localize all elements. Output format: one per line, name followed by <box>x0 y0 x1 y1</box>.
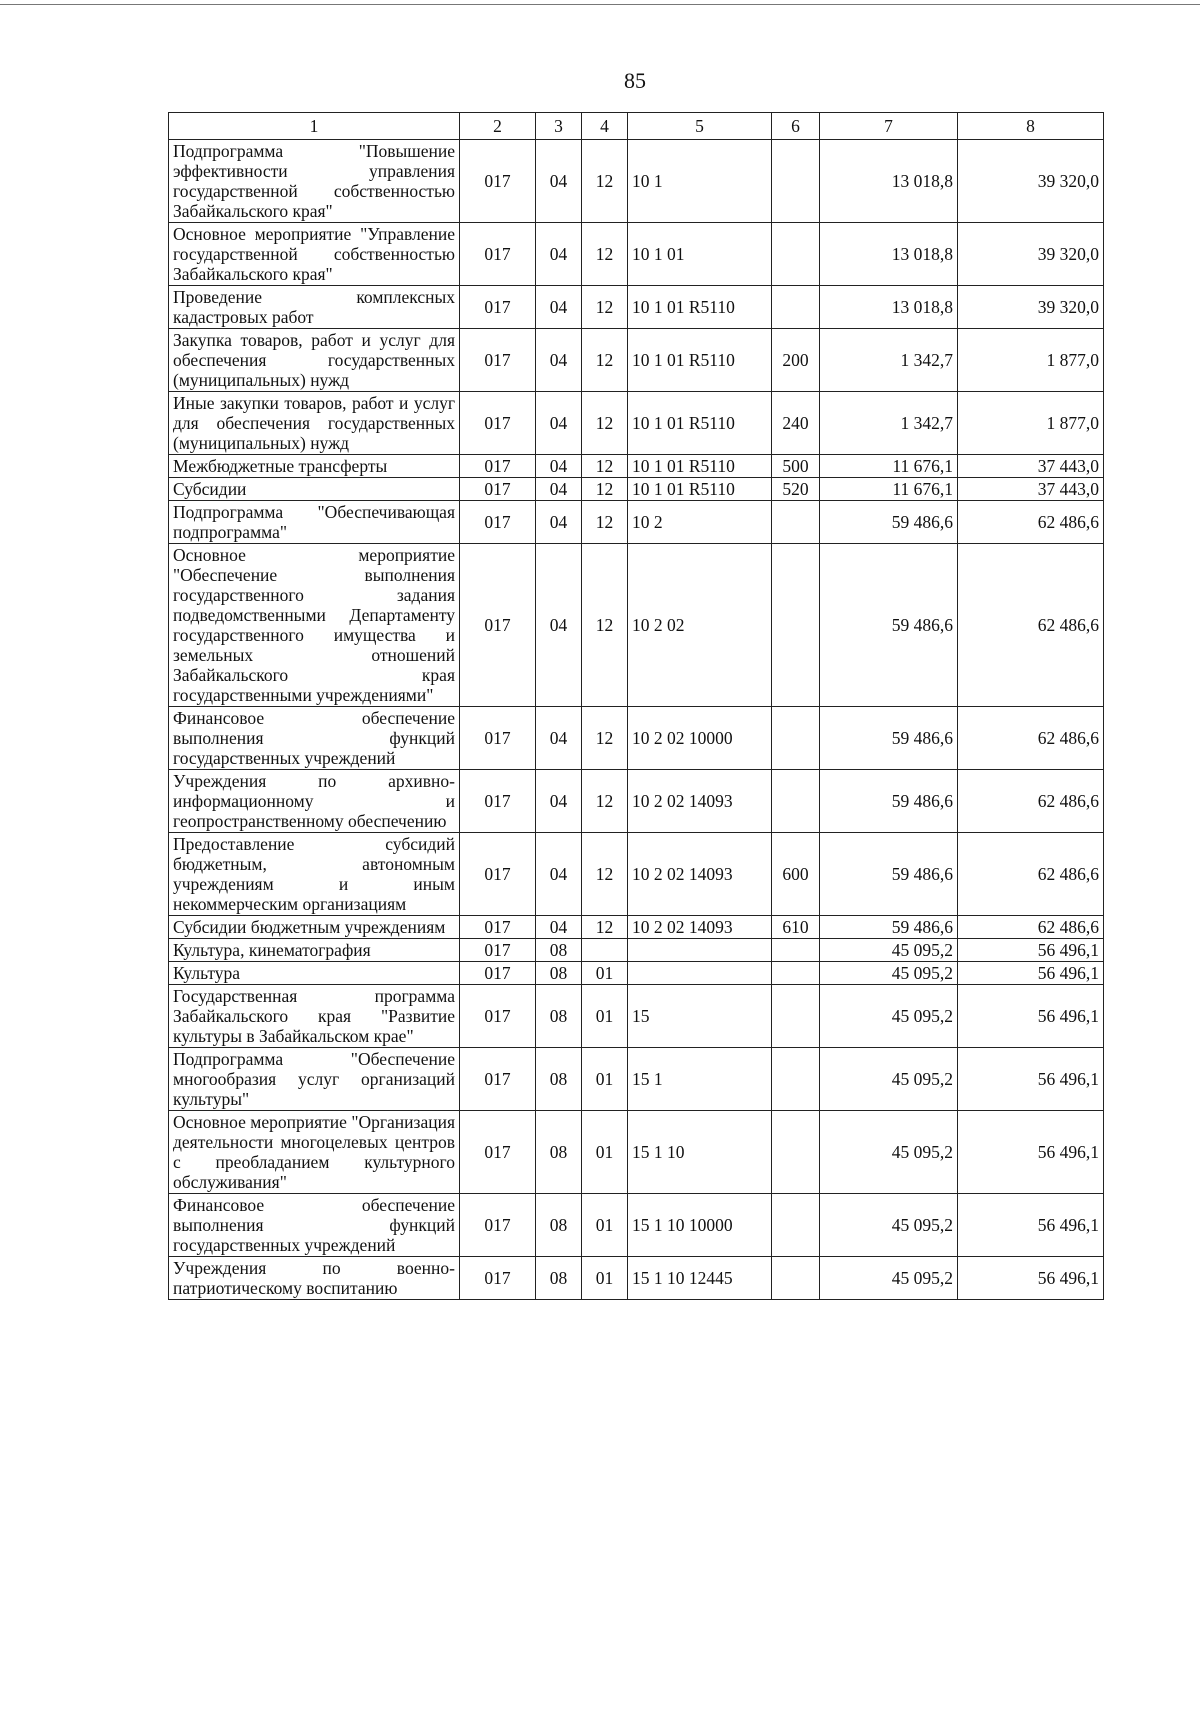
admin-code-cell: 017 <box>460 140 536 223</box>
amount-year2-cell: 56 496,1 <box>958 1194 1104 1257</box>
amount-year2-cell: 56 496,1 <box>958 939 1104 962</box>
table-row <box>169 501 1104 544</box>
row-name-cell: Учреждения по архивно-информационному и геопространственному обеспечению <box>169 770 460 833</box>
expense-type-cell <box>772 770 820 833</box>
column-header: 7 <box>820 113 958 140</box>
budget-table <box>168 112 1104 1300</box>
amount-year1-cell: 59 486,6 <box>820 770 958 833</box>
table-row <box>169 544 1104 707</box>
row-name-cell: Субсидии бюджетным учреждениям <box>169 916 460 939</box>
subsection-cell: 01 <box>582 1111 628 1194</box>
section-cell: 04 <box>536 501 582 544</box>
subsection-cell: 12 <box>582 707 628 770</box>
section-cell: 08 <box>536 962 582 985</box>
admin-code-cell: 017 <box>460 770 536 833</box>
amount-year1-cell: 45 095,2 <box>820 962 958 985</box>
amount-year2-cell: 39 320,0 <box>958 140 1104 223</box>
row-name-cell: Основное мероприятие "Обеспечение выполнения государственного задания подведомственными Департаменту государственного имущества и земельных отношений Забайкальского края государственными учреждениями" <box>169 544 460 707</box>
row-name-cell: Субсидии <box>169 478 460 501</box>
table-row <box>169 286 1104 329</box>
table-row <box>169 833 1104 916</box>
subsection-cell <box>582 939 628 962</box>
amount-year1-cell: 45 095,2 <box>820 1111 958 1194</box>
admin-code-cell: 017 <box>460 833 536 916</box>
admin-code-cell: 017 <box>460 329 536 392</box>
row-name-cell: Учреждения по военно-патриотическому воспитанию <box>169 1257 460 1300</box>
amount-year2-cell: 1 877,0 <box>958 392 1104 455</box>
subsection-cell: 12 <box>582 770 628 833</box>
table-row <box>169 392 1104 455</box>
expense-type-cell <box>772 1048 820 1111</box>
row-name-cell: Межбюджетные трансферты <box>169 455 460 478</box>
subsection-cell: 01 <box>582 985 628 1048</box>
subsection-cell: 12 <box>582 833 628 916</box>
amount-year2-cell: 56 496,1 <box>958 1111 1104 1194</box>
amount-year1-cell: 13 018,8 <box>820 223 958 286</box>
target-article-cell: 15 <box>628 985 772 1048</box>
table-row <box>169 455 1104 478</box>
row-name-cell: Подпрограмма "Обеспечение многообразия услуг организаций культуры" <box>169 1048 460 1111</box>
subsection-cell: 12 <box>582 392 628 455</box>
subsection-cell: 12 <box>582 286 628 329</box>
admin-code-cell: 017 <box>460 939 536 962</box>
expense-type-cell: 200 <box>772 329 820 392</box>
amount-year1-cell: 1 342,7 <box>820 329 958 392</box>
target-article-cell: 10 1 01 R5110 <box>628 392 772 455</box>
admin-code-cell: 017 <box>460 478 536 501</box>
table-row <box>169 985 1104 1048</box>
amount-year1-cell: 59 486,6 <box>820 833 958 916</box>
subsection-cell: 12 <box>582 501 628 544</box>
expense-type-cell <box>772 140 820 223</box>
target-article-cell: 10 1 01 R5110 <box>628 329 772 392</box>
expense-type-cell <box>772 1194 820 1257</box>
subsection-cell: 01 <box>582 962 628 985</box>
subsection-cell: 12 <box>582 329 628 392</box>
expense-type-cell <box>772 1257 820 1300</box>
target-article-cell: 10 1 <box>628 140 772 223</box>
table-body <box>169 140 1104 1300</box>
target-article-cell: 10 1 01 R5110 <box>628 286 772 329</box>
section-cell: 04 <box>536 223 582 286</box>
target-article-cell: 10 2 <box>628 501 772 544</box>
row-name-cell: Предоставление субсидий бюджетным, автономным учреждениям и иным некоммерческим организациям <box>169 833 460 916</box>
amount-year2-cell: 62 486,6 <box>958 707 1104 770</box>
row-name-cell: Культура, кинематография <box>169 939 460 962</box>
row-name-cell: Основное мероприятие "Управление государственной собственностью Забайкальского края" <box>169 223 460 286</box>
section-cell: 04 <box>536 916 582 939</box>
amount-year1-cell: 59 486,6 <box>820 916 958 939</box>
subsection-cell: 12 <box>582 478 628 501</box>
amount-year1-cell: 11 676,1 <box>820 455 958 478</box>
expense-type-cell <box>772 1111 820 1194</box>
table-row <box>169 916 1104 939</box>
amount-year1-cell: 45 095,2 <box>820 1048 958 1111</box>
section-cell: 08 <box>536 939 582 962</box>
target-article-cell <box>628 962 772 985</box>
expense-type-cell <box>772 985 820 1048</box>
admin-code-cell: 017 <box>460 962 536 985</box>
expense-type-cell: 500 <box>772 455 820 478</box>
section-cell: 04 <box>536 392 582 455</box>
amount-year1-cell: 11 676,1 <box>820 478 958 501</box>
target-article-cell: 10 2 02 <box>628 544 772 707</box>
column-header: 1 <box>169 113 460 140</box>
amount-year1-cell: 13 018,8 <box>820 286 958 329</box>
section-cell: 04 <box>536 286 582 329</box>
amount-year1-cell: 45 095,2 <box>820 985 958 1048</box>
column-header: 6 <box>772 113 820 140</box>
admin-code-cell: 017 <box>460 985 536 1048</box>
subsection-cell: 12 <box>582 140 628 223</box>
target-article-cell: 15 1 10 <box>628 1111 772 1194</box>
column-header: 4 <box>582 113 628 140</box>
target-article-cell: 15 1 10 10000 <box>628 1194 772 1257</box>
table-row <box>169 478 1104 501</box>
target-article-cell: 15 1 10 12445 <box>628 1257 772 1300</box>
table-row <box>169 1257 1104 1300</box>
target-article-cell: 10 1 01 R5110 <box>628 455 772 478</box>
section-cell: 04 <box>536 707 582 770</box>
expense-type-cell <box>772 939 820 962</box>
admin-code-cell: 017 <box>460 1194 536 1257</box>
amount-year2-cell: 62 486,6 <box>958 916 1104 939</box>
section-cell: 08 <box>536 1111 582 1194</box>
table-row <box>169 939 1104 962</box>
table-row <box>169 707 1104 770</box>
amount-year2-cell: 56 496,1 <box>958 1257 1104 1300</box>
subsection-cell: 01 <box>582 1194 628 1257</box>
target-article-cell: 10 2 02 10000 <box>628 707 772 770</box>
admin-code-cell: 017 <box>460 501 536 544</box>
expense-type-cell: 600 <box>772 833 820 916</box>
expense-type-cell <box>772 962 820 985</box>
subsection-cell: 01 <box>582 1257 628 1300</box>
amount-year1-cell: 59 486,6 <box>820 501 958 544</box>
amount-year2-cell: 37 443,0 <box>958 478 1104 501</box>
admin-code-cell: 017 <box>460 916 536 939</box>
amount-year1-cell: 45 095,2 <box>820 939 958 962</box>
admin-code-cell: 017 <box>460 544 536 707</box>
admin-code-cell: 017 <box>460 392 536 455</box>
expense-type-cell: 240 <box>772 392 820 455</box>
expense-type-cell: 610 <box>772 916 820 939</box>
table-row <box>169 1111 1104 1194</box>
expense-type-cell <box>772 223 820 286</box>
section-cell: 08 <box>536 985 582 1048</box>
target-article-cell <box>628 939 772 962</box>
column-header: 5 <box>628 113 772 140</box>
row-name-cell: Проведение комплексных кадастровых работ <box>169 286 460 329</box>
target-article-cell: 10 2 02 14093 <box>628 770 772 833</box>
admin-code-cell: 017 <box>460 707 536 770</box>
amount-year1-cell: 45 095,2 <box>820 1257 958 1300</box>
row-name-cell: Государственная программа Забайкальского края "Развитие культуры в Забайкальском крае" <box>169 985 460 1048</box>
row-name-cell: Иные закупки товаров, работ и услуг для обеспечения государственных (муниципальных) нужд <box>169 392 460 455</box>
expense-type-cell <box>772 707 820 770</box>
table-row <box>169 770 1104 833</box>
admin-code-cell: 017 <box>460 1048 536 1111</box>
section-cell: 04 <box>536 833 582 916</box>
top-scan-border <box>0 4 1200 5</box>
table-row <box>169 962 1104 985</box>
amount-year1-cell: 45 095,2 <box>820 1194 958 1257</box>
row-name-cell: Подпрограмма "Повышение эффективности управления государственной собственностью Забайкальского края" <box>169 140 460 223</box>
section-cell: 08 <box>536 1257 582 1300</box>
target-article-cell: 10 1 01 R5110 <box>628 478 772 501</box>
table-row <box>169 1194 1104 1257</box>
amount-year2-cell: 62 486,6 <box>958 770 1104 833</box>
row-name-cell: Культура <box>169 962 460 985</box>
amount-year1-cell: 1 342,7 <box>820 392 958 455</box>
amount-year2-cell: 39 320,0 <box>958 223 1104 286</box>
column-header: 2 <box>460 113 536 140</box>
row-name-cell: Основное мероприятие "Организация деятельности многоцелевых центров с преобладанием культурного обслуживания" <box>169 1111 460 1194</box>
expense-type-cell <box>772 501 820 544</box>
admin-code-cell: 017 <box>460 455 536 478</box>
column-header: 8 <box>958 113 1104 140</box>
row-name-cell: Финансовое обеспечение выполнения функций государственных учреждений <box>169 707 460 770</box>
amount-year1-cell: 13 018,8 <box>820 140 958 223</box>
header-row <box>169 113 1104 140</box>
amount-year2-cell: 56 496,1 <box>958 962 1104 985</box>
target-article-cell: 10 1 01 <box>628 223 772 286</box>
section-cell: 04 <box>536 455 582 478</box>
table-row <box>169 223 1104 286</box>
amount-year2-cell: 62 486,6 <box>958 833 1104 916</box>
amount-year2-cell: 62 486,6 <box>958 501 1104 544</box>
target-article-cell: 10 2 02 14093 <box>628 833 772 916</box>
amount-year2-cell: 37 443,0 <box>958 455 1104 478</box>
subsection-cell: 01 <box>582 1048 628 1111</box>
subsection-cell: 12 <box>582 916 628 939</box>
expense-type-cell <box>772 544 820 707</box>
target-article-cell: 10 2 02 14093 <box>628 916 772 939</box>
admin-code-cell: 017 <box>460 286 536 329</box>
table-row <box>169 140 1104 223</box>
section-cell: 04 <box>536 770 582 833</box>
table-row <box>169 1048 1104 1111</box>
row-name-cell: Финансовое обеспечение выполнения функций государственных учреждений <box>169 1194 460 1257</box>
column-header: 3 <box>536 113 582 140</box>
row-name-cell: Закупка товаров, работ и услуг для обеспечения государственных (муниципальных) нужд <box>169 329 460 392</box>
row-name-cell: Подпрограмма "Обеспечивающая подпрограмма" <box>169 501 460 544</box>
table-row <box>169 329 1104 392</box>
admin-code-cell: 017 <box>460 223 536 286</box>
page-number: 85 <box>624 68 646 93</box>
admin-code-cell: 017 <box>460 1257 536 1300</box>
section-cell: 04 <box>536 329 582 392</box>
subsection-cell: 12 <box>582 455 628 478</box>
amount-year2-cell: 39 320,0 <box>958 286 1104 329</box>
subsection-cell: 12 <box>582 544 628 707</box>
section-cell: 08 <box>536 1194 582 1257</box>
section-cell: 04 <box>536 544 582 707</box>
expense-type-cell <box>772 286 820 329</box>
admin-code-cell: 017 <box>460 1111 536 1194</box>
section-cell: 08 <box>536 1048 582 1111</box>
section-cell: 04 <box>536 478 582 501</box>
expense-type-cell: 520 <box>772 478 820 501</box>
amount-year1-cell: 59 486,6 <box>820 544 958 707</box>
amount-year1-cell: 59 486,6 <box>820 707 958 770</box>
section-cell: 04 <box>536 140 582 223</box>
amount-year2-cell: 56 496,1 <box>958 1048 1104 1111</box>
amount-year2-cell: 56 496,1 <box>958 985 1104 1048</box>
target-article-cell: 15 1 <box>628 1048 772 1111</box>
amount-year2-cell: 62 486,6 <box>958 544 1104 707</box>
subsection-cell: 12 <box>582 223 628 286</box>
amount-year2-cell: 1 877,0 <box>958 329 1104 392</box>
